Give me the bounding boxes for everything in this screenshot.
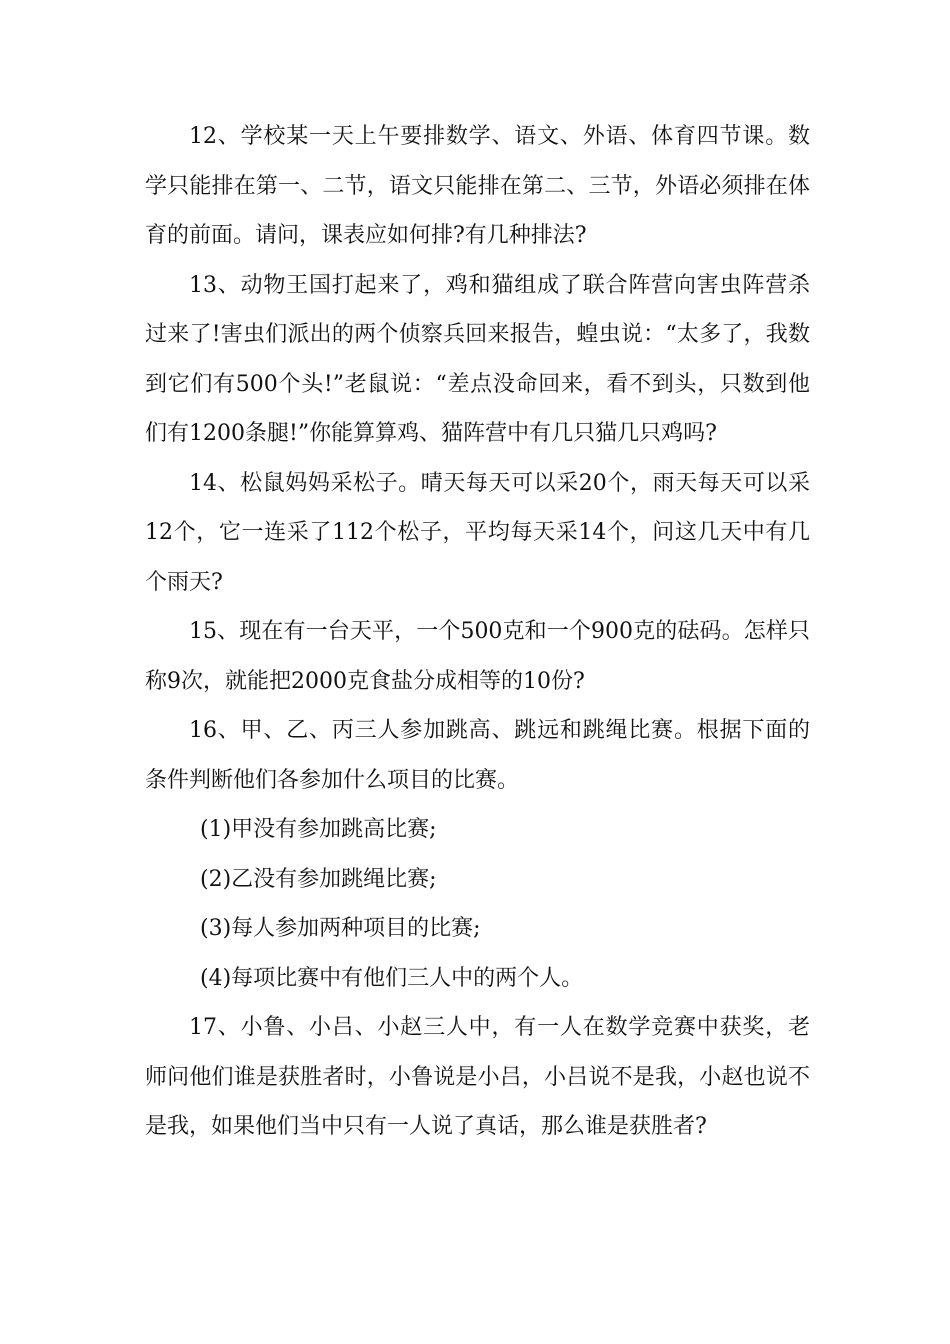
question-16: 16、甲、乙、丙三人参加跳高、跳远和跳绳比赛。根据下面的条件判断他们各参加什么项目的比赛。	[145, 718, 810, 793]
question-12: 12、学校某一天上午要排数学、语文、外语、体育四节课。数学只能排在第一、二节，语文只能排在第二、三节，外语必须排在体育的前面。请问，课表应如何排?有几种排法?	[145, 124, 810, 248]
question-13: 13、动物王国打起来了，鸡和猫组成了联合阵营向害虫阵营杀过来了!害虫们派出的两个侦察兵回来报告，蝗虫说：“太多了，我数到它们有500个头!”老鼠说：“差点没命回来，看不到头，只数到他们有1200条腿!”你能算算鸡、猫阵营中有几只猫几只鸡吗?	[145, 272, 810, 446]
question-15: 15、现在有一台天平，一个500克和一个900克的砝码。怎样只称9次，就能把2000克食盐分成相等的10份?	[145, 619, 810, 694]
question-16-condition-4: (4)每项比赛中有他们三人中的两个人。	[200, 965, 584, 991]
question-16-condition-2: (2)乙没有参加跳绳比赛;	[200, 866, 437, 892]
question-17: 17、小鲁、小吕、小赵三人中，有一人在数学竞赛中获奖，老师问他们谁是获胜者时，小鲁说是小吕，小吕说不是我，小赵也说不是我，如果他们当中只有一人说了真话，那么谁是获胜者?	[145, 1015, 810, 1139]
question-16-condition-3: (3)每人参加两种项目的比赛;	[200, 916, 481, 941]
document-body	[145, 112, 810, 1152]
question-14: 14、松鼠妈妈采松子。晴天每天可以采20个，雨天每天可以采12个，它一连采了112个松子，平均每天采14个，问这几天中有几个雨天?	[145, 470, 810, 595]
question-16-condition-1: (1)甲没有参加跳高比赛;	[200, 817, 437, 842]
